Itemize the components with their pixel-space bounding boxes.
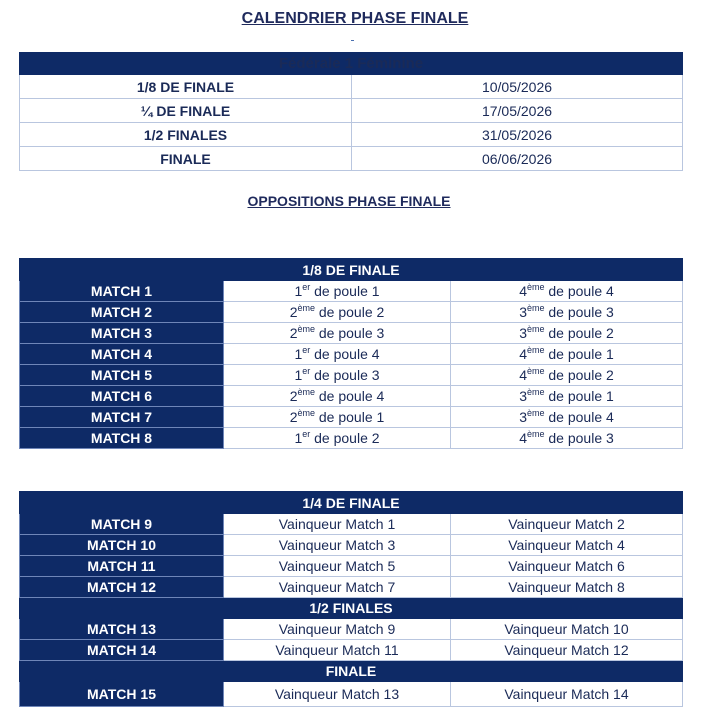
decorative-dot [351,40,354,41]
match-away-team: Vainqueur Match 4 [451,535,683,556]
match-away-team [451,365,683,386]
calendar-phase: 1/8 DE FINALE [20,75,352,99]
poule-label: de poule [314,367,368,383]
calendar-title: CALENDRIER PHASE FINALE [241,10,469,27]
poule-number: 4 [606,409,614,425]
match-row [20,407,683,428]
match-away-team: Vainqueur Match 12 [451,640,683,661]
match-away-team: Vainqueur Match 10 [451,619,683,640]
poule-label: de poule [548,304,603,320]
poule-label: de poule [318,325,373,341]
rank-number: 3 [519,325,527,341]
calendar-row [20,147,683,171]
rank-suffix: ème [526,282,545,292]
match-row [20,428,683,449]
rank-number: 3 [519,304,527,320]
poule-label: de poule [314,346,368,362]
match-home-team: Vainqueur Match 11 [224,640,451,661]
rank-suffix: ème [526,366,545,376]
rank-suffix: ème [526,429,545,439]
match-row [20,682,683,707]
poule-label: de poule [548,409,603,425]
rank-suffix: er [302,282,311,292]
match-away-team [451,281,683,302]
semi-header: 1/2 FINALES [20,598,683,619]
match-label: MATCH 6 [20,386,224,407]
poule-number: 2 [606,325,614,341]
poule-label: de poule [548,367,603,383]
rank-suffix: ème [297,303,315,313]
match-home-team: Vainqueur Match 7 [224,577,451,598]
rank-number: 2 [289,304,298,320]
rank-suffix: ème [526,408,545,418]
calendar-date: 31/05/2026 [352,123,683,147]
oppositions-title: OPPOSITIONS PHASE FINALE [247,193,451,209]
match-label: MATCH 2 [20,302,224,323]
match-label: MATCH 8 [20,428,224,449]
poule-number: 4 [376,388,385,404]
poule-label: de poule [314,430,368,446]
match-away-team [451,428,683,449]
match-row [20,577,683,598]
match-label: MATCH 4 [20,344,224,365]
poule-number: 1 [371,283,380,299]
match-label: MATCH 12 [20,577,224,598]
match-away-team [451,407,683,428]
match-row [20,619,683,640]
poule-number: 2 [371,430,380,446]
match-home-team: Vainqueur Match 3 [224,535,451,556]
rank-number: 2 [289,388,298,404]
calendar-phase: ¼ DE FINALE [20,99,352,123]
calendar-row [20,123,683,147]
rank-number: 4 [519,283,527,299]
match-home-team [224,428,451,449]
rank-number: 1 [294,430,303,446]
rank-number: 2 [289,325,298,341]
rank-suffix: er [302,345,311,355]
later-rounds-table [19,491,683,707]
calendar-table [19,52,683,171]
calendar-date: 10/05/2026 [352,75,683,99]
poule-number: 3 [371,367,380,383]
match-row [20,535,683,556]
poule-label: de poule [318,409,373,425]
rank-number: 2 [289,409,298,425]
rank-suffix: ème [297,324,315,334]
final-header: FINALE [20,661,683,682]
match-home-team [224,407,451,428]
calendar-phase: FINALE [20,147,352,171]
poule-number: 2 [606,367,614,383]
match-away-team: Vainqueur Match 2 [451,514,683,535]
match-label: MATCH 10 [20,535,224,556]
match-row [20,302,683,323]
rank-number: 1 [294,367,303,383]
match-row [20,556,683,577]
calendar-row [20,99,683,123]
rank-suffix: er [302,429,311,439]
poule-label: de poule [548,430,603,446]
match-away-team: Vainqueur Match 8 [451,577,683,598]
poule-label: de poule [548,283,603,299]
poule-number: 1 [606,346,614,362]
match-home-team: Vainqueur Match 1 [224,514,451,535]
match-row [20,365,683,386]
rank-number: 1 [294,346,303,362]
rank-suffix: ème [526,345,545,355]
match-home-team [224,365,451,386]
match-label: MATCH 3 [20,323,224,344]
rank-number: 3 [519,409,527,425]
match-label: MATCH 13 [20,619,224,640]
poule-number: 4 [606,283,614,299]
poule-label: de poule [318,388,373,404]
calendar-phase: 1/2 FINALES [20,123,352,147]
match-away-team [451,302,683,323]
poule-number: 1 [606,388,614,404]
calendar-date: 17/05/2026 [352,99,683,123]
poule-number: 1 [376,409,385,425]
rank-suffix: ème [526,387,545,397]
match-home-team [224,302,451,323]
poule-number: 4 [371,346,380,362]
match-label: MATCH 11 [20,556,224,577]
rank-number: 4 [519,346,527,362]
poule-label: de poule [318,304,373,320]
match-row [20,640,683,661]
match-away-team [451,323,683,344]
eighth-final-table [19,258,683,449]
match-home-team [224,323,451,344]
poule-number: 2 [376,304,385,320]
rank-suffix: ème [297,387,315,397]
poule-number: 3 [606,430,614,446]
match-away-team: Vainqueur Match 6 [451,556,683,577]
match-away-team: Vainqueur Match 14 [451,682,683,707]
match-label: MATCH 5 [20,365,224,386]
match-home-team [224,386,451,407]
match-label: MATCH 9 [20,514,224,535]
rank-number: 4 [519,430,527,446]
calendar-date: 06/06/2026 [352,147,683,171]
poule-label: de poule [548,325,603,341]
rank-suffix: er [302,366,311,376]
rank-number: 4 [519,367,527,383]
match-label: MATCH 14 [20,640,224,661]
match-home-team [224,344,451,365]
match-away-team [451,344,683,365]
rank-suffix: ème [297,408,315,418]
match-home-team: Vainqueur Match 13 [224,682,451,707]
match-row [20,344,683,365]
match-row [20,323,683,344]
poule-label: de poule [314,283,368,299]
match-label: MATCH 7 [20,407,224,428]
rank-suffix: ème [526,303,545,313]
match-row [20,386,683,407]
poule-label: de poule [548,346,603,362]
match-home-team: Vainqueur Match 5 [224,556,451,577]
poule-label: de poule [548,388,603,404]
rank-number: 1 [294,283,303,299]
match-away-team [451,386,683,407]
match-label: MATCH 15 [20,682,224,707]
match-label: MATCH 1 [20,281,224,302]
poule-number: 3 [376,325,385,341]
match-row [20,514,683,535]
calendar-row [20,75,683,99]
rank-number: 3 [519,388,527,404]
quarter-header: 1/4 DE FINALE [20,492,683,514]
rank-suffix: ème [526,324,545,334]
eighth-final-header: 1/8 DE FINALE [20,259,683,281]
match-row [20,281,683,302]
match-home-team: Vainqueur Match 9 [224,619,451,640]
calendar-header: Fédérale 1 Féminine [20,53,683,75]
match-home-team [224,281,451,302]
poule-number: 3 [606,304,614,320]
